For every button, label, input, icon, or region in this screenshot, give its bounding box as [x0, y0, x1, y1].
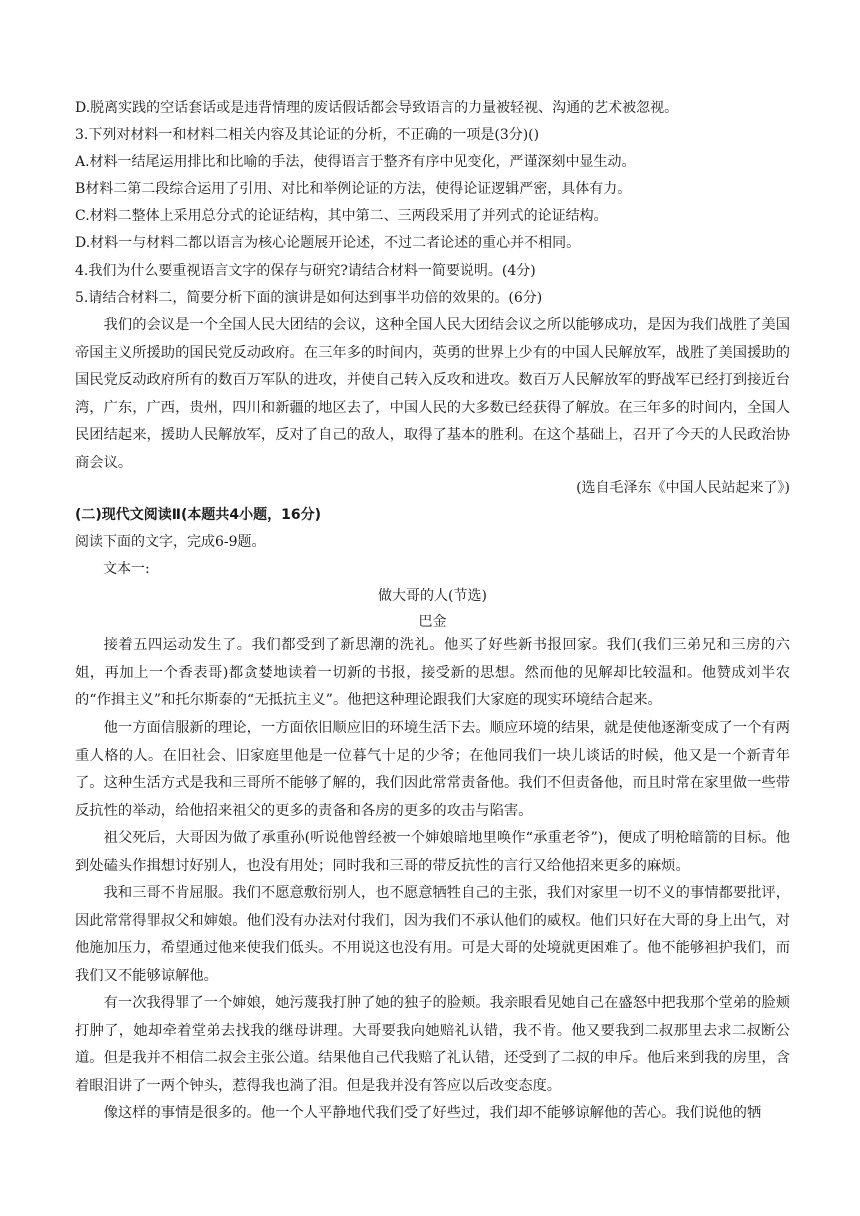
speech-excerpt: 我们的会议是一个全国人民大团结的会议，这种全国人民大团结会议之所以能够成功，是因为我们战胜了美国帝国主义所援助的国民党反动政府。在三年多的时间内，英勇的世界上少有的中国人民解放军，战胜了美国援助的国民党反动政府所有的数百万军队的进攻，并使自己转入反攻和进攻。数百万人民解放军的野战军已经打到接近台湾，广东，广西，贵州，四川和新疆的地区去了，中国人民的大多数已经获得了解放。在三年多的时间内，全国人民团结起来，援助人民解放军，反对了自己的敌人，取得了基本的胜利。在这个基础上，召开了今天的人民政治协商会议。	[75, 317, 790, 471]
q2-option-d: D.脱离实践的空话套话或是违背情理的废话假话都会导致语言的力量被轻视、沟通的艺术被忽视。	[75, 100, 679, 116]
paragraph: 他一方面信服新的理论，一方面依旧顺应旧的环境生活下去。顺应环境的结果，就是使他逐渐变成了一个有两重人格的人。在旧社会、旧家庭里他是一位暮气十足的少爷；在他同我们一块儿谈话的时候，他又是一个新青年了。这种生活方式是我和三哥所不能够了解的，我们因此常常责备他。我们不但责备他，而且时常在家里做一些带反抗性的举动，给他招来祖父的更多的责备和各房的更多的攻击与陷害。	[75, 720, 790, 819]
q3-option-b: B材料二第二段综合运用了引用、对比和举例论证的方法，使得论证逻辑严密，具体有力。	[75, 181, 632, 197]
speech-source: (选自毛泽东《中国人民站起来了》)	[576, 480, 790, 496]
q3-option-d: D.材料一与材料二都以语言为核心论题展开论述，不过二者论述的重心并不相同。	[75, 235, 581, 251]
q4-stem: 4.我们为什么要重视语言文字的保存与研究?请结合材料一简要说明。(4分)	[75, 263, 536, 279]
q3-option-c: C.材料二整体上采用总分式的论证结构，其中第二、三两段采用了并列式的论证结构。	[75, 208, 608, 224]
q3-option-a: A.材料一结尾运用排比和比喻的手法，使得语言于整齐有序中见变化，严谨深刻中显生动。	[75, 154, 636, 170]
article-author: 巴金	[418, 614, 447, 630]
paragraph: 接着五四运动发生了。我们都受到了新思潮的洗礼。他买了好些新书报回家。我们(我们三弟兄和三房的六姐，再加上一个香表哥)都贪婪地读着一切新的书报，接受新的思想。然而他的见解却比较温和。他赞成刘半农的“作揖主义”和托尔斯泰的“无抵抗主义”。他把这种理论跟我们大家庭的现实环境结合起来。	[75, 637, 790, 709]
paragraph: 有一次我得罪了一个婶娘，她污蔑我打肿了她的独子的脸颊。我亲眼看见她自己在盛怒中把我那个堂弟的脸颊打肿了，她却牵着堂弟去找我的继母讲理。大哥要我向她赔礼认错，我不肯。他又要我到二叔那里去求二叔断公道。但是我并不相信二叔会主张公道。结果他自己代我赔了礼认错，还受到了二叔的申斥。他后来到我的房里，含着眼泪讲了一两个钟头，惹得我也淌了泪。但是我并没有答应以后改变态度。	[75, 995, 790, 1094]
text1-label: 文本一:	[103, 561, 150, 577]
q3-stem: 3.下列对材料一和材料二相关内容及其论证的分析，不正确的一项是(3分)()	[75, 127, 540, 143]
article-title: 做大哥的人(节选)	[378, 588, 487, 604]
paragraph: 祖父死后，大哥因为做了承重孙(听说他曾经被一个婶娘暗地里唤作“承重老爷”)，便成了明枪暗箭的目标。他到处磕头作揖想讨好别人，也没有用处；同时我和三哥的带反抗性的言行又给他招来更多的麻烦。	[75, 830, 790, 874]
paragraph: 像这样的事情是很多的。他一个人平静地代我们受了好些过，我们却不能够谅解他的苦心。我们说他的牺	[103, 1105, 762, 1121]
paragraph: 我和三哥不肯屈服。我们不愿意敷衍别人，也不愿意牺牲自己的主张，我们对家里一切不义的事情都要批评，因此常常得罪叔父和婶娘。他们没有办法对付我们，因为我们不承认他们的威权。他们只好在大哥的身上出气，对他施加压力，希望通过他来使我们低头。不用说这也没有用。可是大哥的处境就更困难了。他不能够袒护我们，而我们又不能够谅解他。	[75, 885, 790, 984]
section-instruction: 阅读下面的文字，完成6-9题。	[75, 534, 266, 550]
q5-stem: 5.请结合材料二，简要分析下面的演讲是如何达到事半功倍的效果的。(6分)	[75, 290, 543, 306]
section-heading: (二)现代文阅读Ⅱ(本题共4小题，16分)	[75, 507, 322, 523]
